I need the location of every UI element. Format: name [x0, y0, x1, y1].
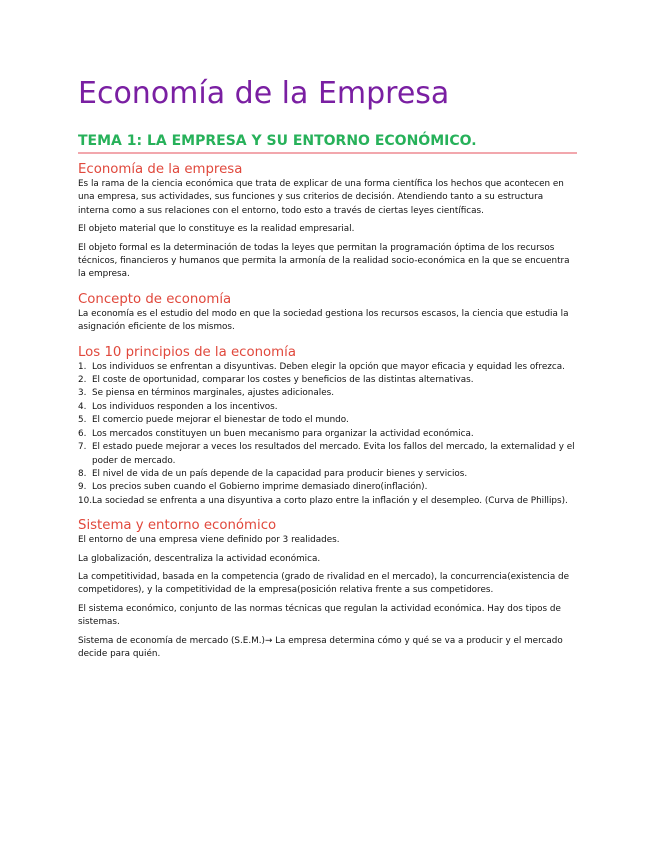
paragraph: La competitividad, basada en la competencia (grado de rivalidad en el mercado), la concurrencia(existencia de competidores), y la competitividad de la empresa(posición relativa frente a sus competidores.: [78, 571, 570, 596]
principles-list: [78, 361, 577, 508]
list-item: [78, 361, 577, 374]
list-text: El nivel de vida de un país depende de la capacidad para producir bienes y servicios.: [92, 468, 468, 479]
list-number: 10.: [78, 495, 92, 506]
list-number: 5.: [78, 415, 87, 426]
list-number: 9.: [78, 482, 87, 493]
paragraph: Sistema de economía de mercado (S.E.M.)→ La empresa determina cómo y qué se va a producir y el mercado decide para quién.: [78, 635, 563, 659]
list-item: [78, 401, 577, 414]
paragraph: El objeto material que lo constituye es la realidad empresarial.: [78, 224, 355, 235]
list-text: Los individuos se enfrentan a disyuntivas. Deben elegir la opción que mayor eficacia y equidad les ofrezca.: [92, 361, 565, 372]
section-heading-concepto: Concepto de economía: [78, 291, 232, 307]
list-text: El estado puede mejorar a veces los resultados del mercado. Evita los fallos del mercado, la externalidad y el poder de mercado.: [92, 442, 575, 466]
section-heading-economia-empresa: Economía de la empresa: [78, 162, 243, 177]
document-title: Economía de la Empresa: [78, 76, 450, 111]
list-text: Se piensa en términos marginales, ajustes adicionales.: [92, 388, 335, 399]
tema-heading: TEMA 1: LA EMPRESA Y SU ENTORNO ECONÓMICO.: [78, 133, 577, 154]
list-text: Los mercados constituyen un buen mecanismo para organizar la actividad económica.: [92, 428, 474, 439]
list-text: La sociedad se enfrenta a una disyuntiva a corto plazo entre la inflación y el desempleo. (Curva de Phillips).: [92, 495, 568, 506]
list-item: [78, 495, 577, 508]
list-number: 2.: [78, 375, 87, 386]
list-text: Los precios suben cuando el Gobierno imprime demasiado dinero(inflación).: [92, 482, 428, 493]
list-number: 4.: [78, 401, 87, 412]
list-number: 7.: [78, 442, 87, 453]
list-number: 8.: [78, 468, 87, 479]
list-text: El coste de oportunidad, comparar los costes y beneficios de las distintas alternativas.: [92, 375, 474, 386]
paragraph: Es la rama de la ciencia económica que trata de explicar de una forma científica los hechos que acontecen en una empresa, sus actividades, sus funciones y sus criterios de decisión. Atendiendo tanto a su estructura interna como a sus relaciones con el entorno, todo esto a través de ciertas leyes científicas.: [78, 179, 564, 216]
list-item: [78, 481, 577, 494]
paragraph: La economía es el estudio del modo en que la sociedad gestiona los recursos escasos, la ciencia que estudia la asignación eficiente de los mismos.: [78, 308, 569, 333]
list-number: 1.: [78, 361, 87, 372]
list-item: [78, 441, 577, 468]
list-item: [78, 414, 577, 427]
paragraph: El sistema económico, conjunto de las normas técnicas que regulan la actividad económica. Hay dos tipos de sistemas.: [78, 603, 561, 628]
paragraph: El entorno de una empresa viene definido por 3 realidades.: [78, 535, 340, 546]
list-text: El comercio puede mejorar el bienestar de todo el mundo.: [92, 415, 349, 426]
list-item: [78, 468, 577, 481]
section-heading-principios: Los 10 principios de la economía: [78, 344, 296, 360]
paragraph: La globalización, descentraliza la actividad económica.: [78, 553, 321, 564]
list-item: [78, 374, 577, 387]
list-item: [78, 428, 577, 441]
section-heading-sistema: Sistema y entorno económico: [78, 518, 277, 534]
list-text: Los individuos responden a los incentivos.: [92, 401, 278, 412]
list-item: [78, 387, 577, 400]
list-number: 3.: [78, 388, 87, 399]
list-number: 6.: [78, 428, 87, 439]
paragraph: El objeto formal es la determinación de todas la leyes que permitan la programación óptima de los recursos técnicos, financieros y humanos que permita la armonía de la realidad socio-económica en la que se encuentra la empresa.: [78, 242, 570, 280]
